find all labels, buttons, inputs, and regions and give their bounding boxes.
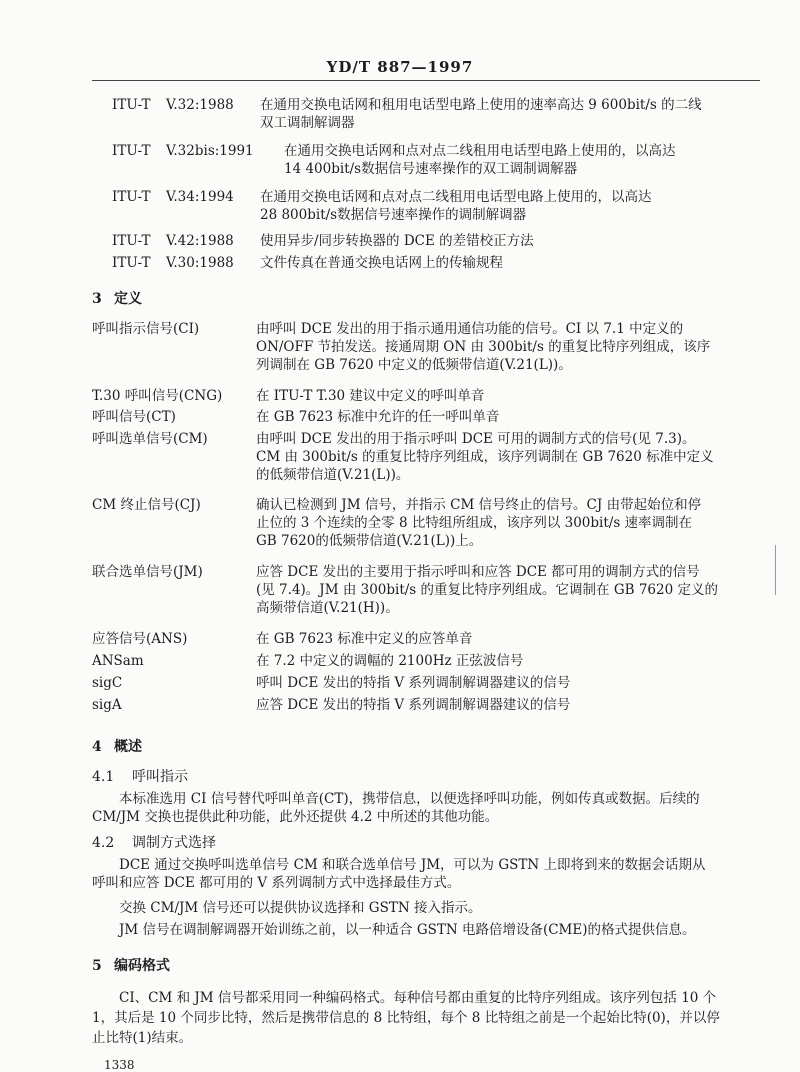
subsection-title: 呼叫指示 bbox=[132, 769, 188, 785]
definition-term: 呼叫指示信号(CI) bbox=[92, 321, 200, 337]
paragraph-line: CI、CM 和 JM 信号都采用同一种编码格式。每种信号都由重复的比特序列组成。该序列包括 10 个 bbox=[119, 990, 717, 1006]
section-title: 定义 bbox=[114, 291, 142, 307]
section-title: 编码格式 bbox=[114, 958, 170, 974]
section-number: 3 bbox=[92, 291, 102, 307]
subsection-number: 4.2 bbox=[92, 835, 115, 851]
definition-line: GB 7620的低频带信道(V.21(L))上。 bbox=[256, 533, 483, 549]
reference-code: V.30:1988 bbox=[166, 255, 234, 271]
paragraph-line: CM/JM 交换也提供此种功能，此外还提供 4.2 中所述的其他功能。 bbox=[92, 809, 499, 825]
definition-text bbox=[256, 563, 762, 617]
paragraph-line: 1，其后是 10 个同步比特，然后是携带信息的 8 比特组，每个 8 比特组之前是一个起始比特(0)，并以停 bbox=[92, 1010, 720, 1026]
definition-row bbox=[92, 563, 760, 617]
paragraph bbox=[92, 988, 760, 1048]
reference-desc bbox=[260, 254, 503, 272]
definition-row bbox=[92, 674, 760, 692]
definition-line: 应答 DCE 发出的特指 V 系列调制解调器建议的信号 bbox=[256, 697, 571, 713]
reference-code: V.34:1994 bbox=[166, 189, 234, 205]
paragraph-line: 交换 CM/JM 信号还可以提供协议选择和 GSTN 接入指示。 bbox=[119, 900, 482, 916]
definition-text bbox=[256, 408, 762, 426]
reference-org: ITU-T bbox=[112, 255, 151, 271]
reference-line: 在通用交换电话网和点对点二线租用电话型电路上使用的，以高达 bbox=[284, 143, 676, 159]
definition-text bbox=[256, 696, 762, 714]
reference-item bbox=[112, 254, 762, 272]
reference-code: V.42:1988 bbox=[166, 233, 234, 249]
definition-term: 呼叫选单信号(CM) bbox=[92, 431, 208, 447]
section-number: 5 bbox=[92, 958, 102, 974]
definition-row bbox=[92, 496, 760, 550]
definition-line: 由呼叫 DCE 发出的用于指示通用通信功能的信号。CI 以 7.1 中定义的 bbox=[256, 321, 684, 337]
reference-line: 双工调制解调器 bbox=[260, 115, 355, 131]
definition-term: 应答信号(ANS) bbox=[92, 631, 188, 647]
definition-row bbox=[92, 630, 760, 648]
definition-row bbox=[92, 387, 760, 405]
reference-desc bbox=[260, 96, 702, 132]
paragraph-line: 呼叫和应答 DCE 都可用的 V 系列调制方式中选择最佳方式。 bbox=[92, 875, 461, 891]
reference-line: 14 400bit/s数据信号速率操作的双工调制调解器 bbox=[284, 161, 578, 177]
reference-desc bbox=[260, 232, 534, 250]
definition-text bbox=[256, 496, 762, 550]
definition-text bbox=[256, 320, 762, 374]
reference-org: ITU-T bbox=[112, 143, 151, 159]
subsection-heading bbox=[92, 832, 216, 852]
page-header: YD/T 887—1997 bbox=[326, 58, 474, 76]
paragraph-line: JM 信号在调制解调器开始训练之前，以一种适合 GSTN 电路倍增设备(CME)的格式提供信息。 bbox=[119, 922, 696, 938]
reference-item bbox=[112, 96, 762, 132]
definition-row bbox=[92, 652, 760, 670]
reference-desc bbox=[284, 142, 676, 178]
page-number: 1338 bbox=[104, 1058, 135, 1072]
definition-term: 联合选单信号(JM) bbox=[92, 564, 203, 580]
definition-text bbox=[256, 430, 762, 484]
section-number: 4 bbox=[92, 739, 102, 755]
reference-line: 文件传真在普通交换电话网上的传输规程 bbox=[260, 255, 503, 271]
subsection-heading bbox=[92, 766, 188, 786]
reference-desc bbox=[260, 188, 652, 224]
reference-line: 在通用交换电话网和租用电话型电路上使用的速率高达 9 600bit/s 的二线 bbox=[260, 97, 702, 113]
paragraph-line: 止比特(1)结束。 bbox=[92, 1030, 193, 1046]
subsection-number: 4.1 bbox=[92, 769, 115, 785]
definition-line: 止位的 3 个连续的全零 8 比特组所组成，该序列以 300bit/s 速率调制在 bbox=[256, 515, 693, 531]
definition-line: 高频带信道(V.21(H))。 bbox=[256, 600, 399, 616]
reference-org: ITU-T bbox=[112, 233, 151, 249]
paragraph bbox=[92, 856, 760, 892]
definition-term: 呼叫信号(CT) bbox=[92, 409, 176, 425]
definition-text bbox=[256, 387, 762, 405]
definition-row bbox=[92, 430, 760, 484]
definition-text bbox=[256, 630, 762, 648]
definition-line: 在 GB 7623 标准中允许的任一呼叫单音 bbox=[256, 409, 500, 425]
definition-term: CM 终止信号(CJ) bbox=[92, 497, 201, 513]
definition-row bbox=[92, 320, 760, 374]
reference-line: 使用异步/同步转换器的 DCE 的差错校正方法 bbox=[260, 233, 534, 249]
definition-row bbox=[92, 408, 760, 426]
reference-item bbox=[112, 232, 762, 250]
definition-line: 在 7.2 中定义的调幅的 2100Hz 正弦波信号 bbox=[256, 653, 524, 669]
reference-code: V.32:1988 bbox=[166, 97, 234, 113]
definition-line: 确认已检测到 JM 信号，并指示 CM 信号终止的信号。CJ 由带起始位和停 bbox=[256, 497, 702, 513]
definition-line: 列调制在 GB 7620 中定义的低频带信道(V.21(L))。 bbox=[256, 357, 572, 373]
reference-line: 在通用交换电话网和点对点二线租用电话型电路上使用的，以高达 bbox=[260, 189, 652, 205]
definition-line: 在 GB 7623 标准中定义的应答单音 bbox=[256, 631, 473, 647]
reference-item bbox=[112, 188, 762, 224]
definition-line: 应答 DCE 发出的主要用于指示呼叫和应答 DCE 都可用的调制方式的信号 bbox=[256, 564, 700, 580]
definition-text bbox=[256, 674, 762, 692]
paragraph-line: DCE 通过交换呼叫选单信号 CM 和联合选单信号 JM，可以为 GSTN 上即将到来的数据会话期从 bbox=[119, 857, 706, 873]
definition-line: CM 由 300bit/s 的重复比特序列组成，该序列调制在 GB 7620 标准中定义 bbox=[256, 449, 714, 465]
definition-line: 呼叫 DCE 发出的特指 V 系列调制解调器建议的信号 bbox=[256, 675, 571, 691]
subsection-title: 调制方式选择 bbox=[132, 835, 216, 851]
reference-org: ITU-T bbox=[112, 189, 151, 205]
section-heading bbox=[92, 288, 142, 308]
definition-line: ON/OFF 节拍发送。接通周期 ON 由 300bit/s 的重复比特序列组成，该序 bbox=[256, 339, 711, 355]
section-heading bbox=[92, 736, 142, 756]
paragraph bbox=[92, 921, 760, 939]
definition-text bbox=[256, 652, 762, 670]
reference-code: V.32bis:1991 bbox=[166, 143, 254, 159]
reference-item bbox=[112, 142, 762, 178]
definition-term: T.30 呼叫信号(CNG) bbox=[92, 388, 223, 404]
definition-line: 在 ITU-T T.30 建议中定义的呼叫单音 bbox=[256, 388, 485, 404]
paragraph-line: 本标准选用 CI 信号替代呼叫单音(CT)，携带信息，以便选择呼叫功能，例如传真或数据。后续的 bbox=[119, 791, 700, 807]
definition-term: sigC bbox=[92, 675, 123, 691]
definition-term: sigA bbox=[92, 697, 122, 713]
definition-term: ANSam bbox=[92, 653, 144, 669]
reference-org: ITU-T bbox=[112, 97, 151, 113]
section-heading bbox=[92, 955, 170, 975]
header-rule bbox=[92, 80, 760, 81]
paragraph bbox=[92, 899, 760, 917]
margin-line bbox=[775, 545, 776, 595]
reference-line: 28 800bit/s数据信号速率操作的调制解调器 bbox=[260, 207, 527, 223]
definition-line: (见 7.4)。JM 由 300bit/s 的重复比特序列组成。它调制在 GB 7620 定义的 bbox=[256, 582, 718, 598]
paragraph bbox=[92, 790, 760, 826]
definition-row bbox=[92, 696, 760, 714]
definition-line: 的低频带信道(V.21(L))。 bbox=[256, 467, 410, 483]
definition-line: 由呼叫 DCE 发出的用于指示呼叫 DCE 可用的调制方式的信号(见 7.3)。 bbox=[256, 431, 696, 447]
section-title: 概述 bbox=[114, 739, 142, 755]
